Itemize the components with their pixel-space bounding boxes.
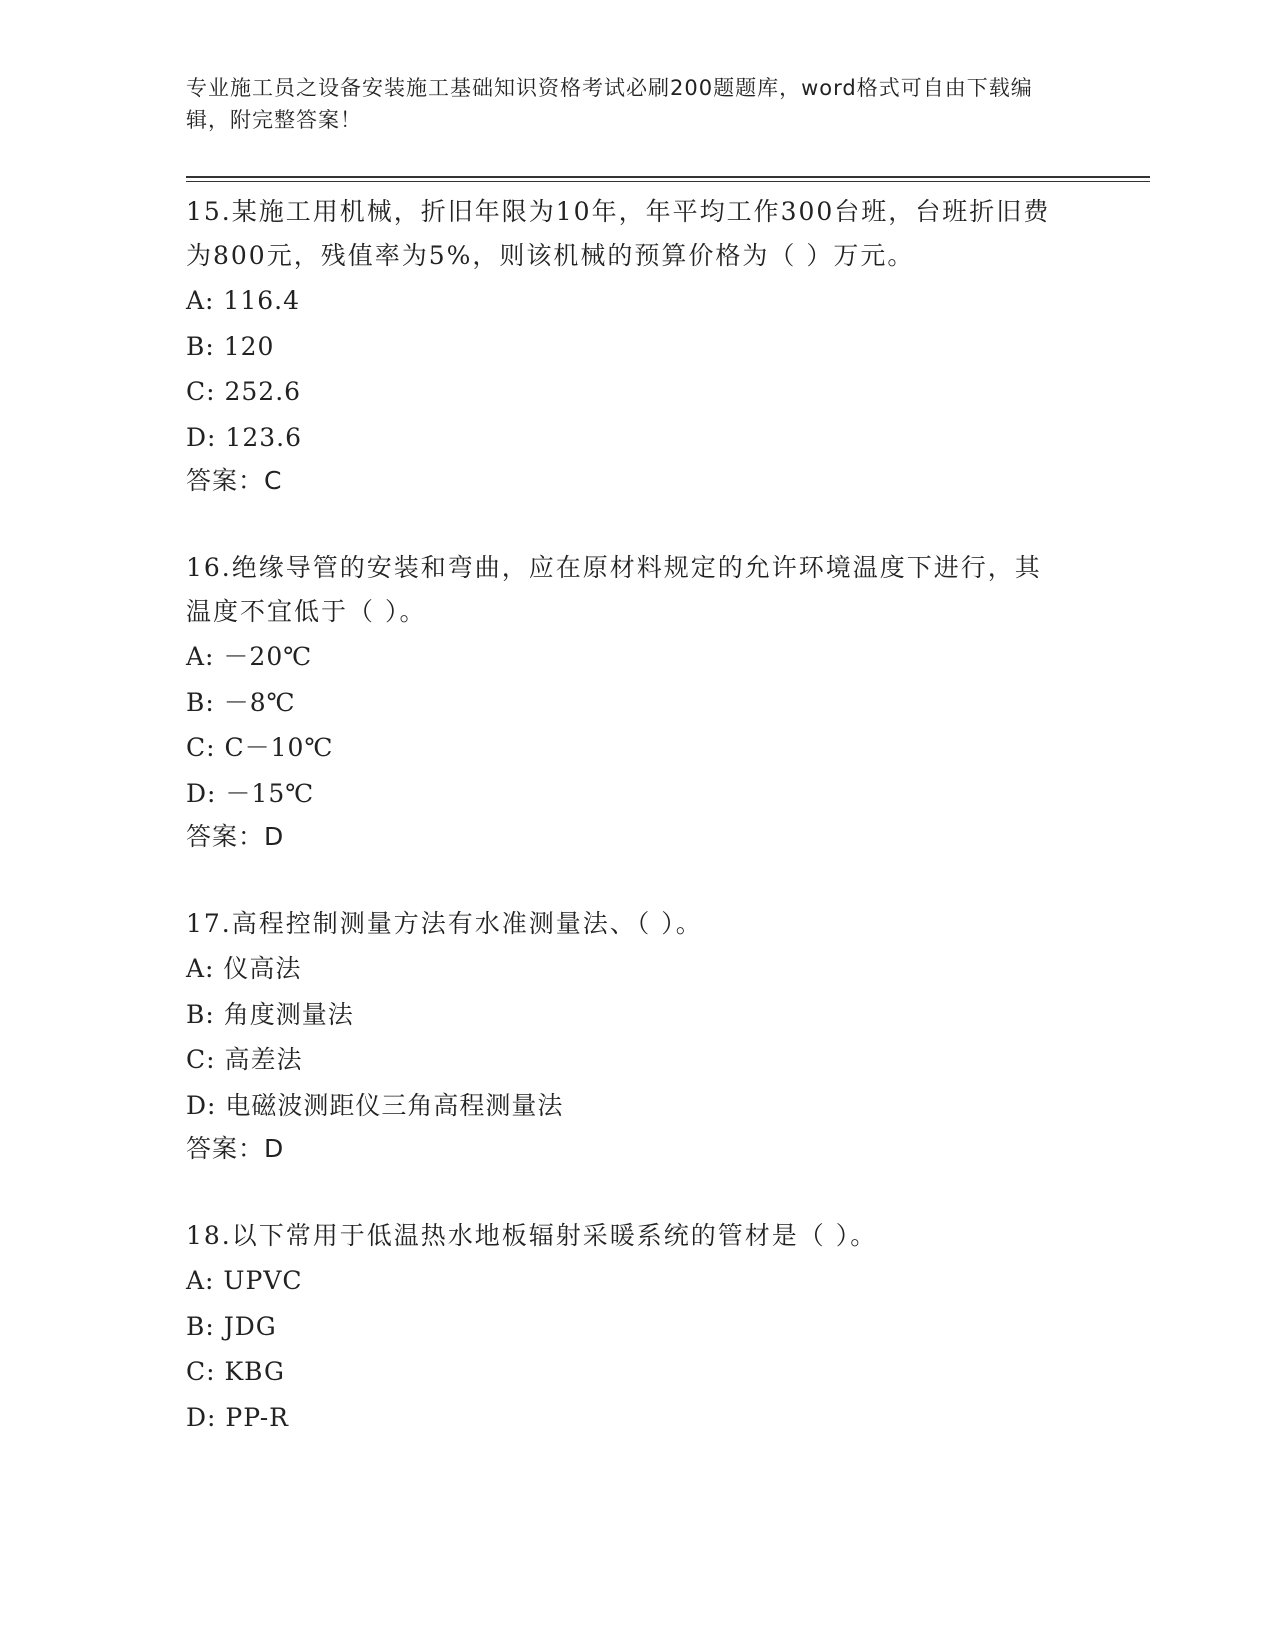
header-divider-thin xyxy=(186,181,1150,182)
question-spacer xyxy=(186,502,1066,546)
question-text: 高程控制测量方法有水准测量法、（ ）。 xyxy=(231,909,703,938)
question-stem xyxy=(186,1214,1066,1258)
question-number: 16. xyxy=(186,553,232,582)
question-18 xyxy=(186,1214,1066,1440)
header-divider xyxy=(186,176,1150,178)
question-16 xyxy=(186,546,1066,858)
option-a: A: UPVC xyxy=(186,1266,303,1295)
option-c: C: 高差法 xyxy=(186,1045,303,1074)
question-text: 绝缘导管的安装和弯曲，应在原材料规定的允许环境温度下进行，其温度不宜低于（ ）。 xyxy=(186,553,1042,626)
option-b: B: 角度测量法 xyxy=(186,999,354,1029)
option-b: B: －8℃ xyxy=(186,687,296,717)
question-number: 15. xyxy=(186,197,232,226)
option-b: B: 120 xyxy=(186,331,275,361)
answer: 答案：D xyxy=(186,1134,285,1163)
question-spacer xyxy=(186,858,1066,902)
answer: 答案：C xyxy=(186,466,283,495)
question-number: 17. xyxy=(186,909,232,938)
option-c: C: 252.6 xyxy=(186,377,302,406)
question-stem xyxy=(186,902,1066,946)
option-d: D: 电磁波测距仪三角高程测量法 xyxy=(186,1090,564,1120)
option-c: C: C－10℃ xyxy=(186,733,334,762)
question-text: 某施工用机械，折旧年限为10年，年平均工作300台班，台班折旧费为800元，残值率为5%，则该机械的预算价格为（ ）万元。 xyxy=(186,197,1051,270)
question-stem xyxy=(186,190,1066,278)
question-stem xyxy=(186,546,1066,634)
document-header: 专业施工员之设备安装施工基础知识资格考试必刷200题题库，word格式可自由下载编辑，附完整答案！ xyxy=(186,76,1033,132)
option-d: D: －15℃ xyxy=(186,778,315,808)
question-spacer xyxy=(186,1170,1066,1214)
answer: 答案：D xyxy=(186,822,285,851)
option-a: A: 116.4 xyxy=(186,286,300,315)
question-number: 18. xyxy=(186,1221,232,1250)
option-a: A: 仪高法 xyxy=(186,954,302,983)
question-17 xyxy=(186,902,1066,1170)
option-d: D: PP-R xyxy=(186,1402,289,1432)
question-list xyxy=(186,190,1066,1440)
question-text: 以下常用于低温热水地板辐射采暖系统的管材是（ ）。 xyxy=(231,1221,878,1250)
question-15 xyxy=(186,190,1066,502)
option-d: D: 123.6 xyxy=(186,422,302,452)
option-a: A: －20℃ xyxy=(186,642,313,671)
option-b: B: JDG xyxy=(186,1311,277,1341)
option-c: C: KBG xyxy=(186,1357,285,1386)
